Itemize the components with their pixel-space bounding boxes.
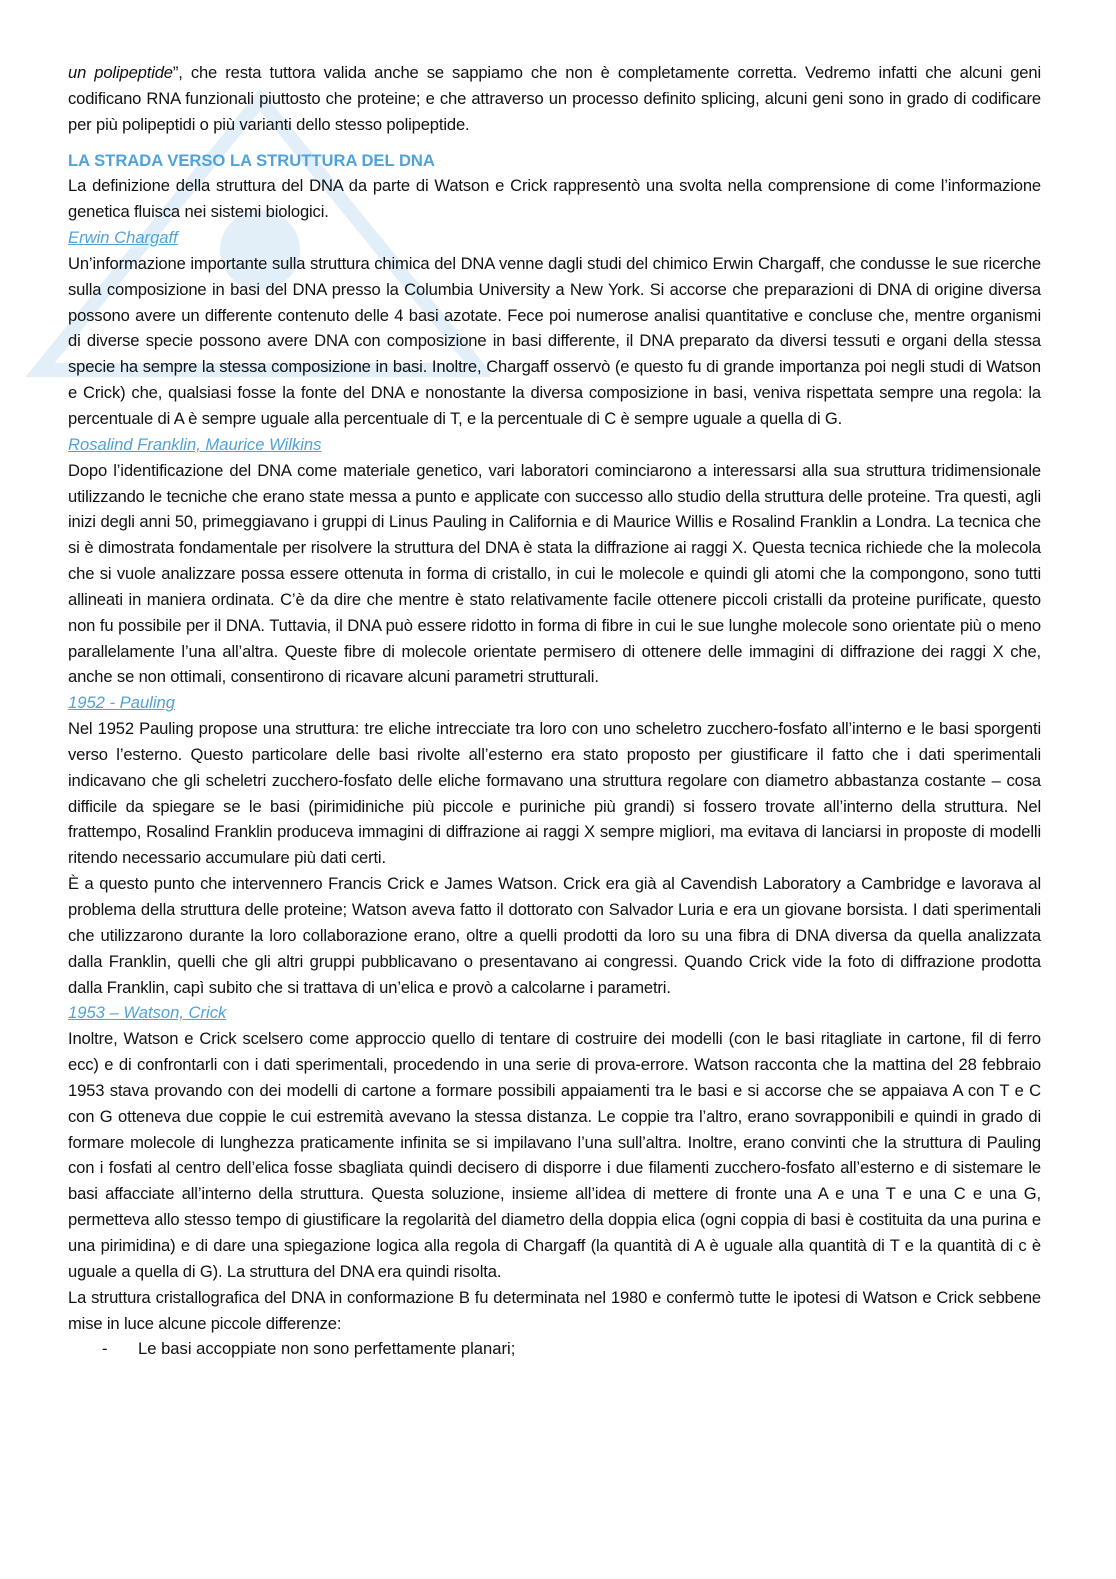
intro-italic: un polipeptide	[68, 63, 173, 82]
bullet-dash: -	[102, 1339, 108, 1359]
intro-text: ”, che resta tuttora valida anche se sappiamo che non è completamente corretta. Vedremo infatti che alcuni geni codificano RNA funzionali piuttosto che proteine; e che attraverso un processo definito splicing, alcuni geni sono in grado di codificare per più polipeptidi o più varianti dello stesso polipeptide.	[68, 63, 1041, 134]
paragraph-franklin: Dopo l’identificazione del DNA come materiale genetico, vari laboratori cominciarono a interessarsi alla sua struttura tridimensionale utilizzando le tecniche che erano state messa a punto e applicate con successo allo studio della struttura delle proteine. Tra questi, agli inizi degli anni 50, primeggiavano i gruppi di Linus Pauling in California e di Maurice Willis e Rosalind Franklin a Londra. La tecnica che si è dimostrata fondamentale per risolvere la struttura del DNA è stata la diffrazione ai raggi X. Questa tecnica richiede che la molecola che si vuole analizzare possa essere ottenuta in forma di cristallo, in cui le molecole e quindi gli atomi che la compongono, sono tutti allineati in maniera ordinata. C’è da dire che mentre è stato relativamente facile ottenere piccoli cristalli da proteine purificate, questo non fu possibile per il DNA. Tuttavia, il DNA può essere ridotto in forma di fibre in cui le sue lunghe molecole sono orientate più o meno parallelamente l’una all’altra. Queste fibre di molecole orientate permisero di ottenere delle immagini di diffrazione dei raggi X che, anche se non ottimali, consentirono di ricavare alcuni parametri strutturali.	[68, 460, 1041, 687]
bullet-text: Le basi accoppiate non sono perfettamente planari;	[138, 1339, 516, 1359]
paragraph-watson-1: Inoltre, Watson e Crick scelsero come approccio quello di tentare di costruire dei modelli (con le basi ritagliate in cartone, fil di ferro ecc) e di confrontarli con i dati sperimentali, procedendo in una serie di prova-errore. Watson racconta che la mattina del 28 febbraio 1953 stava provando con dei modelli di cartone a formare possibili appaiamenti tra le basi e si accorse che se appaiava A con T e C con G otteneva due coppie le cui estremità avevano la stessa distanza. Le coppie tra l’altro, erano sovrapponibili e quindi in grado di formare molecole di lunghezza praticamente infinita se si impilavano l’una sull’altra. Inoltre, erano convinti che la struttura di Pauling con i fosfati al centro dell’elica fosse sbagliata quindi decisero di disporre i due filamenti zucchero-fosfato all’esterno e di sistemare le basi affacciate all’interno della struttura. Questa soluzione, insieme all’idea di mettere di fronte una A e una T e una C e una G, permetteva allo stesso tempo di giustificare la regolarità del diametro della doppia elica (ogni coppia di basi è costituita da una purina e una pirimidina) e di dare una spiegazione logica alla regola di Chargaff (la quantità di A è uguale alla quantità di T e la quantità di c è uguale a quella di G). La struttura del DNA era quindi risolta.	[68, 1029, 1041, 1281]
subheading-chargaff: Erwin Chargaff	[68, 228, 178, 248]
section-heading: LA STRADA VERSO LA STRUTTURA DEL DNA	[68, 150, 435, 170]
subheading-pauling: 1952 - Pauling	[68, 693, 176, 713]
section-intro: La definizione della struttura del DNA da parte di Watson e Crick rappresentò una svolta nella comprensione di come l’informazione genetica fluisca nei sistemi biologici.	[68, 176, 1041, 222]
paragraph-watson-2: La struttura cristallografica del DNA in conformazione B fu determinata nel 1980 e confermò tutte le ipotesi di Watson e Crick sebbene mise in luce alcune piccole differenze:	[68, 1287, 1041, 1333]
subheading-watson-crick: 1953 – Watson, Crick	[68, 1003, 227, 1023]
paragraph-chargaff: Un’informazione importante sulla struttura chimica del DNA venne dagli studi del chimico Erwin Chargaff, che condusse le sue ricerche sulla composizione in basi del DNA presso la Columbia University a New York. Si accorse che preparazioni di DNA di origine diversa possono avere un differente contenuto delle 4 basi azotate. Fece poi numerose analisi quantitative e concluse che, mentre organismi di diverse specie possono avere DNA con composizione in basi differente, il DNA preparato da diversi tessuti e organi della stessa specie ha sempre la stessa composizione in basi. Inoltre, Chargaff osservò (e questo fu di grande importanza poi negli studi di Watson e Crick) che, qualsiasi fosse la fonte del DNA e nonostante la diversa composizione in basi, veniva rispettata sempre una regola: la percentuale di A è sempre uguale alla percentuale di T, e la percentuale di C è sempre uguale a quella di G.	[68, 253, 1041, 428]
list-item	[68, 1336, 1041, 1362]
document-page	[68, 60, 1041, 1362]
subheading-franklin: Rosalind Franklin, Maurice Wilkins	[68, 434, 322, 454]
paragraph-pauling-2: È a questo punto che intervennero Francis Crick e James Watson. Crick era già al Cavendish Laboratory a Cambridge e lavorava al problema della struttura delle proteine; Watson aveva fatto il dottorato con Salvador Luria e era un giovane borsista. I dati sperimentali che utilizzarono durante la loro collaborazione erano, oltre a quelli prodotti da loro su una fibra di DNA diversa da quella analizzata dalla Franklin, quelli che gli altri gruppi pubblicavano o presentavano ai congressi. Quando Crick vide la foto di diffrazione prodotta dalla Franklin, capì subito che si trattava di un’elica e provò a calcolarne i parametri.	[68, 874, 1041, 997]
intro-paragraph	[68, 60, 1041, 138]
paragraph-pauling-1: Nel 1952 Pauling propose una struttura: tre eliche intrecciate tra loro con uno scheletro zucchero-fosfato all’interno e le basi sporgenti verso l’esterno. Questo particolare delle basi rivolte all’esterno era stato proposto per giustificare il fatto che i dati sperimentali indicavano che gli scheletri zucchero-fosfato delle eliche formavano una struttura regolare con diametro abbastanza costante – cosa difficile da spiegare se le basi (pirimidiniche più piccole e puriniche più grandi) si fossero trovate all’interno della struttura. Nel frattempo, Rosalind Franklin produceva immagini di diffrazione ai raggi X sempre migliori, ma evitava di lanciarsi in proposte di modelli ritendo necessario accumulare più dati certi.	[68, 719, 1041, 868]
